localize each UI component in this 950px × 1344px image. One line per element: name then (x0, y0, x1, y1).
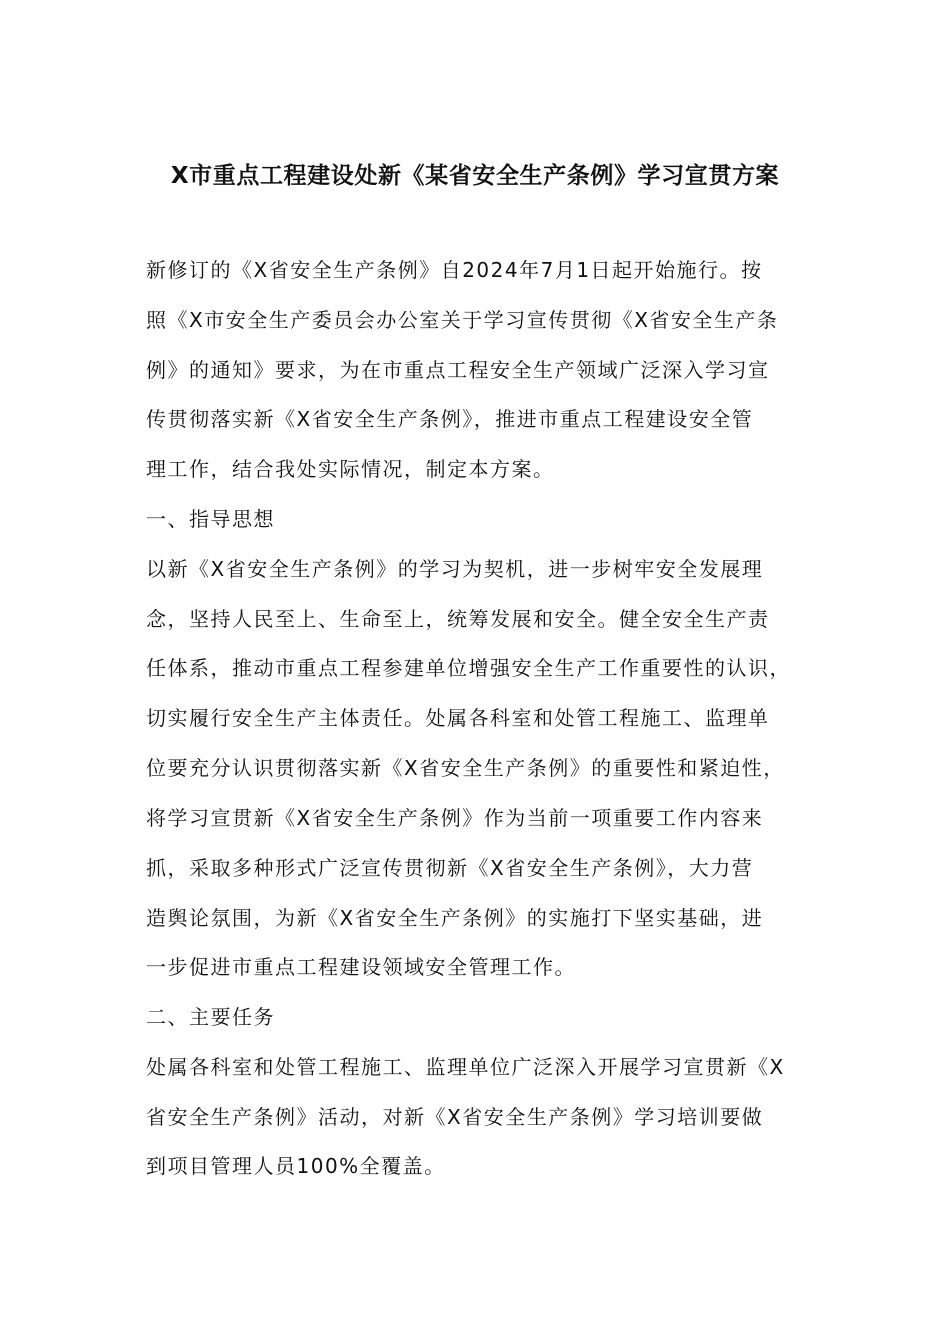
section-heading-guiding-thought: 一、指导思想 (146, 507, 275, 531)
text-line: 处属各科室和处管工程施工、监理单位广泛深入开展学习宣贯新《X (146, 1055, 785, 1079)
text-line: 造舆论氛围，为新《X省安全生产条例》的实施打下坚实基础，进 (146, 906, 764, 930)
text-line: 任体系，推动市重点工程参建单位增强安全生产工作重要性的认识， (146, 656, 791, 680)
text-line: 例》的通知》要求，为在市重点工程安全生产领域广泛深入学习宣 (146, 358, 770, 382)
text-line: 到项目管理人员100%全覆盖。 (146, 1154, 446, 1178)
text-line: 一步促进市重点工程建设领域安全管理工作。 (146, 955, 576, 979)
text-line: 位要充分认识贯彻落实新《X省安全生产条例》的重要性和紧迫性， (146, 756, 785, 780)
text-line: 照《X市安全生产委员会办公室关于学习宣传贯彻《X省安全生产条 (146, 308, 779, 332)
section-heading-main-tasks: 二、主要任务 (146, 1005, 275, 1029)
text-line: 念，坚持人民至上、生命至上，统筹发展和安全。健全安全生产责 (146, 607, 770, 631)
text-line: 理工作，结合我处实际情况，制定本方案。 (146, 457, 555, 481)
text-line: 抓，采取多种形式广泛宣传贯彻新《X省安全生产条例》，大力营 (146, 856, 754, 880)
text-line: 以新《X省安全生产条例》的学习为契机，进一步树牢安全发展理 (146, 557, 764, 581)
text-line: 省安全生产条例》活动，对新《X省安全生产条例》学习培训要做 (146, 1105, 764, 1129)
text-line: 切实履行安全生产主体责任。处属各科室和处管工程施工、监理单 (146, 706, 770, 730)
text-line: 传贯彻落实新《X省安全生产条例》，推进市重点工程建设安全管 (146, 407, 754, 431)
text-line: 将学习宣贯新《X省安全生产条例》作为当前一项重要工作内容来 (146, 806, 764, 830)
text-line: 新修订的《X省安全生产条例》自2024年7月1日起开始施行。按 (146, 258, 763, 282)
document-title: X市重点工程建设处新《某省安全生产条例》学习宣贯方案 (170, 163, 780, 189)
